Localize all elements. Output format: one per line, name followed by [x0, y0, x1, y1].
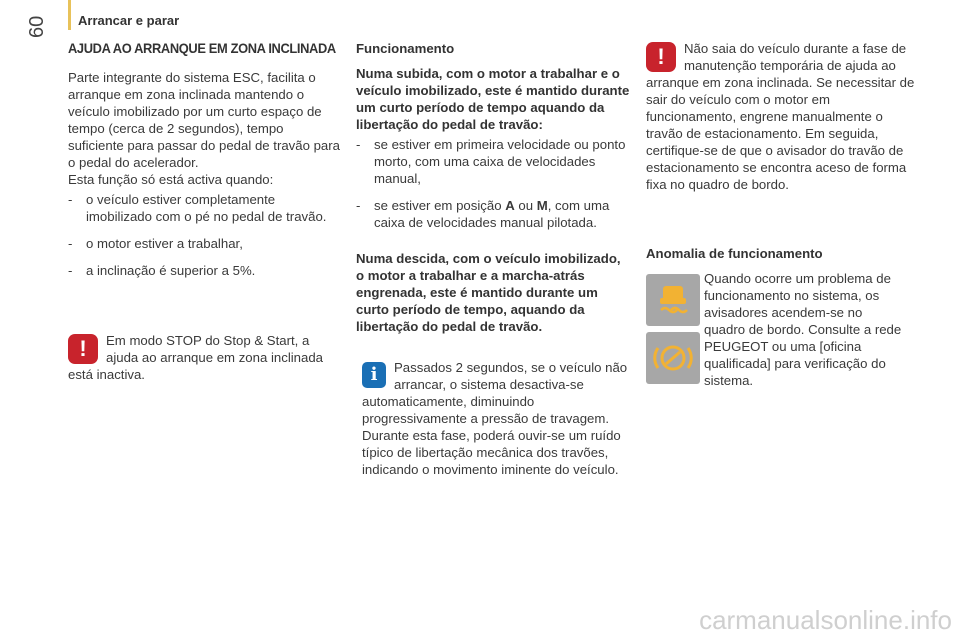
- watermark: carmanualsonline.info: [699, 605, 952, 635]
- warning-icon: !: [646, 42, 676, 72]
- info-text: Passados 2 segundos, se o veículo não arrancar, o sistema desactiva-se automaticamente, diminuindo progressivamente a pressão de travagem. Durante esta fase, poderá ouvir-se um ruído típico de libertação mecânica dos travões, indicando o movimento iminente do veículo.: [362, 360, 628, 477]
- esc-skid-warning-icon: [646, 274, 700, 326]
- condition-item: - o motor estiver a trabalhar,: [68, 236, 243, 251]
- malfunction-block: [646, 270, 918, 390]
- uphill-item: - se estiver em primeira velocidade ou ponto morto, com uma caixa de velocidades manual,: [356, 137, 626, 186]
- condition-item: - a inclinação é superior a 5%.: [68, 263, 256, 278]
- do-not-leave-warning-note: [646, 40, 918, 193]
- header-accent-bar: [68, 0, 71, 30]
- uphill-heading: Numa subida, com o motor a trabalhar e o veículo imobilizado, este é mantido durante um curto período de tempo aquando da libertação do pedal de travão:: [356, 66, 630, 132]
- malfunction-text: Quando ocorre um problema de funcionamento no sistema, os avisadores acendem-se no quadro de bordo. Consulte a rede PEUGEOT ou uma [oficina qualificada] para verificação do sistema.: [704, 271, 902, 388]
- warning-icon: !: [68, 334, 98, 364]
- operation-heading: Funcionamento: [356, 41, 455, 56]
- brake-assist-warning-icon: [646, 332, 700, 384]
- section-title: AJUDA AO ARRANQUE EM ZONA INCLINADA: [68, 40, 336, 56]
- downhill-heading: Numa descida, com o veículo imobilizado, o motor a trabalhar e a marcha-atrás engrenada, este é mantido durante um curto período de tempo, aquando da libertação do pedal de travão.: [356, 251, 621, 334]
- stop-start-warning-note: [68, 332, 340, 383]
- column-left: [68, 40, 340, 383]
- active-when-text: Esta função só está activa quando:: [68, 172, 274, 187]
- condition-item: - o veículo estiver completamente imobilizado com o pé no pedal de travão.: [68, 192, 327, 224]
- info-note: [356, 359, 632, 478]
- column-middle: [356, 40, 632, 478]
- page-number: 60: [26, 15, 48, 38]
- malfunction-heading: Anomalia de funcionamento: [646, 246, 823, 261]
- warning-text: Não saia do veículo durante a fase de manutenção temporária de ajuda ao arranque em zona inclinada. Se necessitar de sair do veículo com o motor em funcionamento, engrene manualmente o travão de estacionamento. Em seguida, certifique-se de que o avisador do travão de estacionamento se encontra aceso de forma fixa no quadro de bordo.: [646, 41, 915, 192]
- chapter-title: Arrancar e parar: [78, 13, 180, 28]
- warning-text: Em modo STOP do Stop & Start, a ajuda ao arranque em zona inclinada está inactiva.: [68, 333, 324, 382]
- intro-paragraph: Parte integrante do sistema ESC, facilita o arranque em zona inclinada mantendo o veículo imobilizado por um curto espaço de tempo (cerca de 2 segundos), tempo suficiente para passar do pedal de travão para o pedal do acelerador.: [68, 70, 340, 170]
- column-right: [646, 40, 918, 390]
- uphill-item: - se estiver em posição A ou M, com uma caixa de velocidades manual pilotada.: [356, 198, 610, 230]
- info-icon: i: [362, 362, 386, 388]
